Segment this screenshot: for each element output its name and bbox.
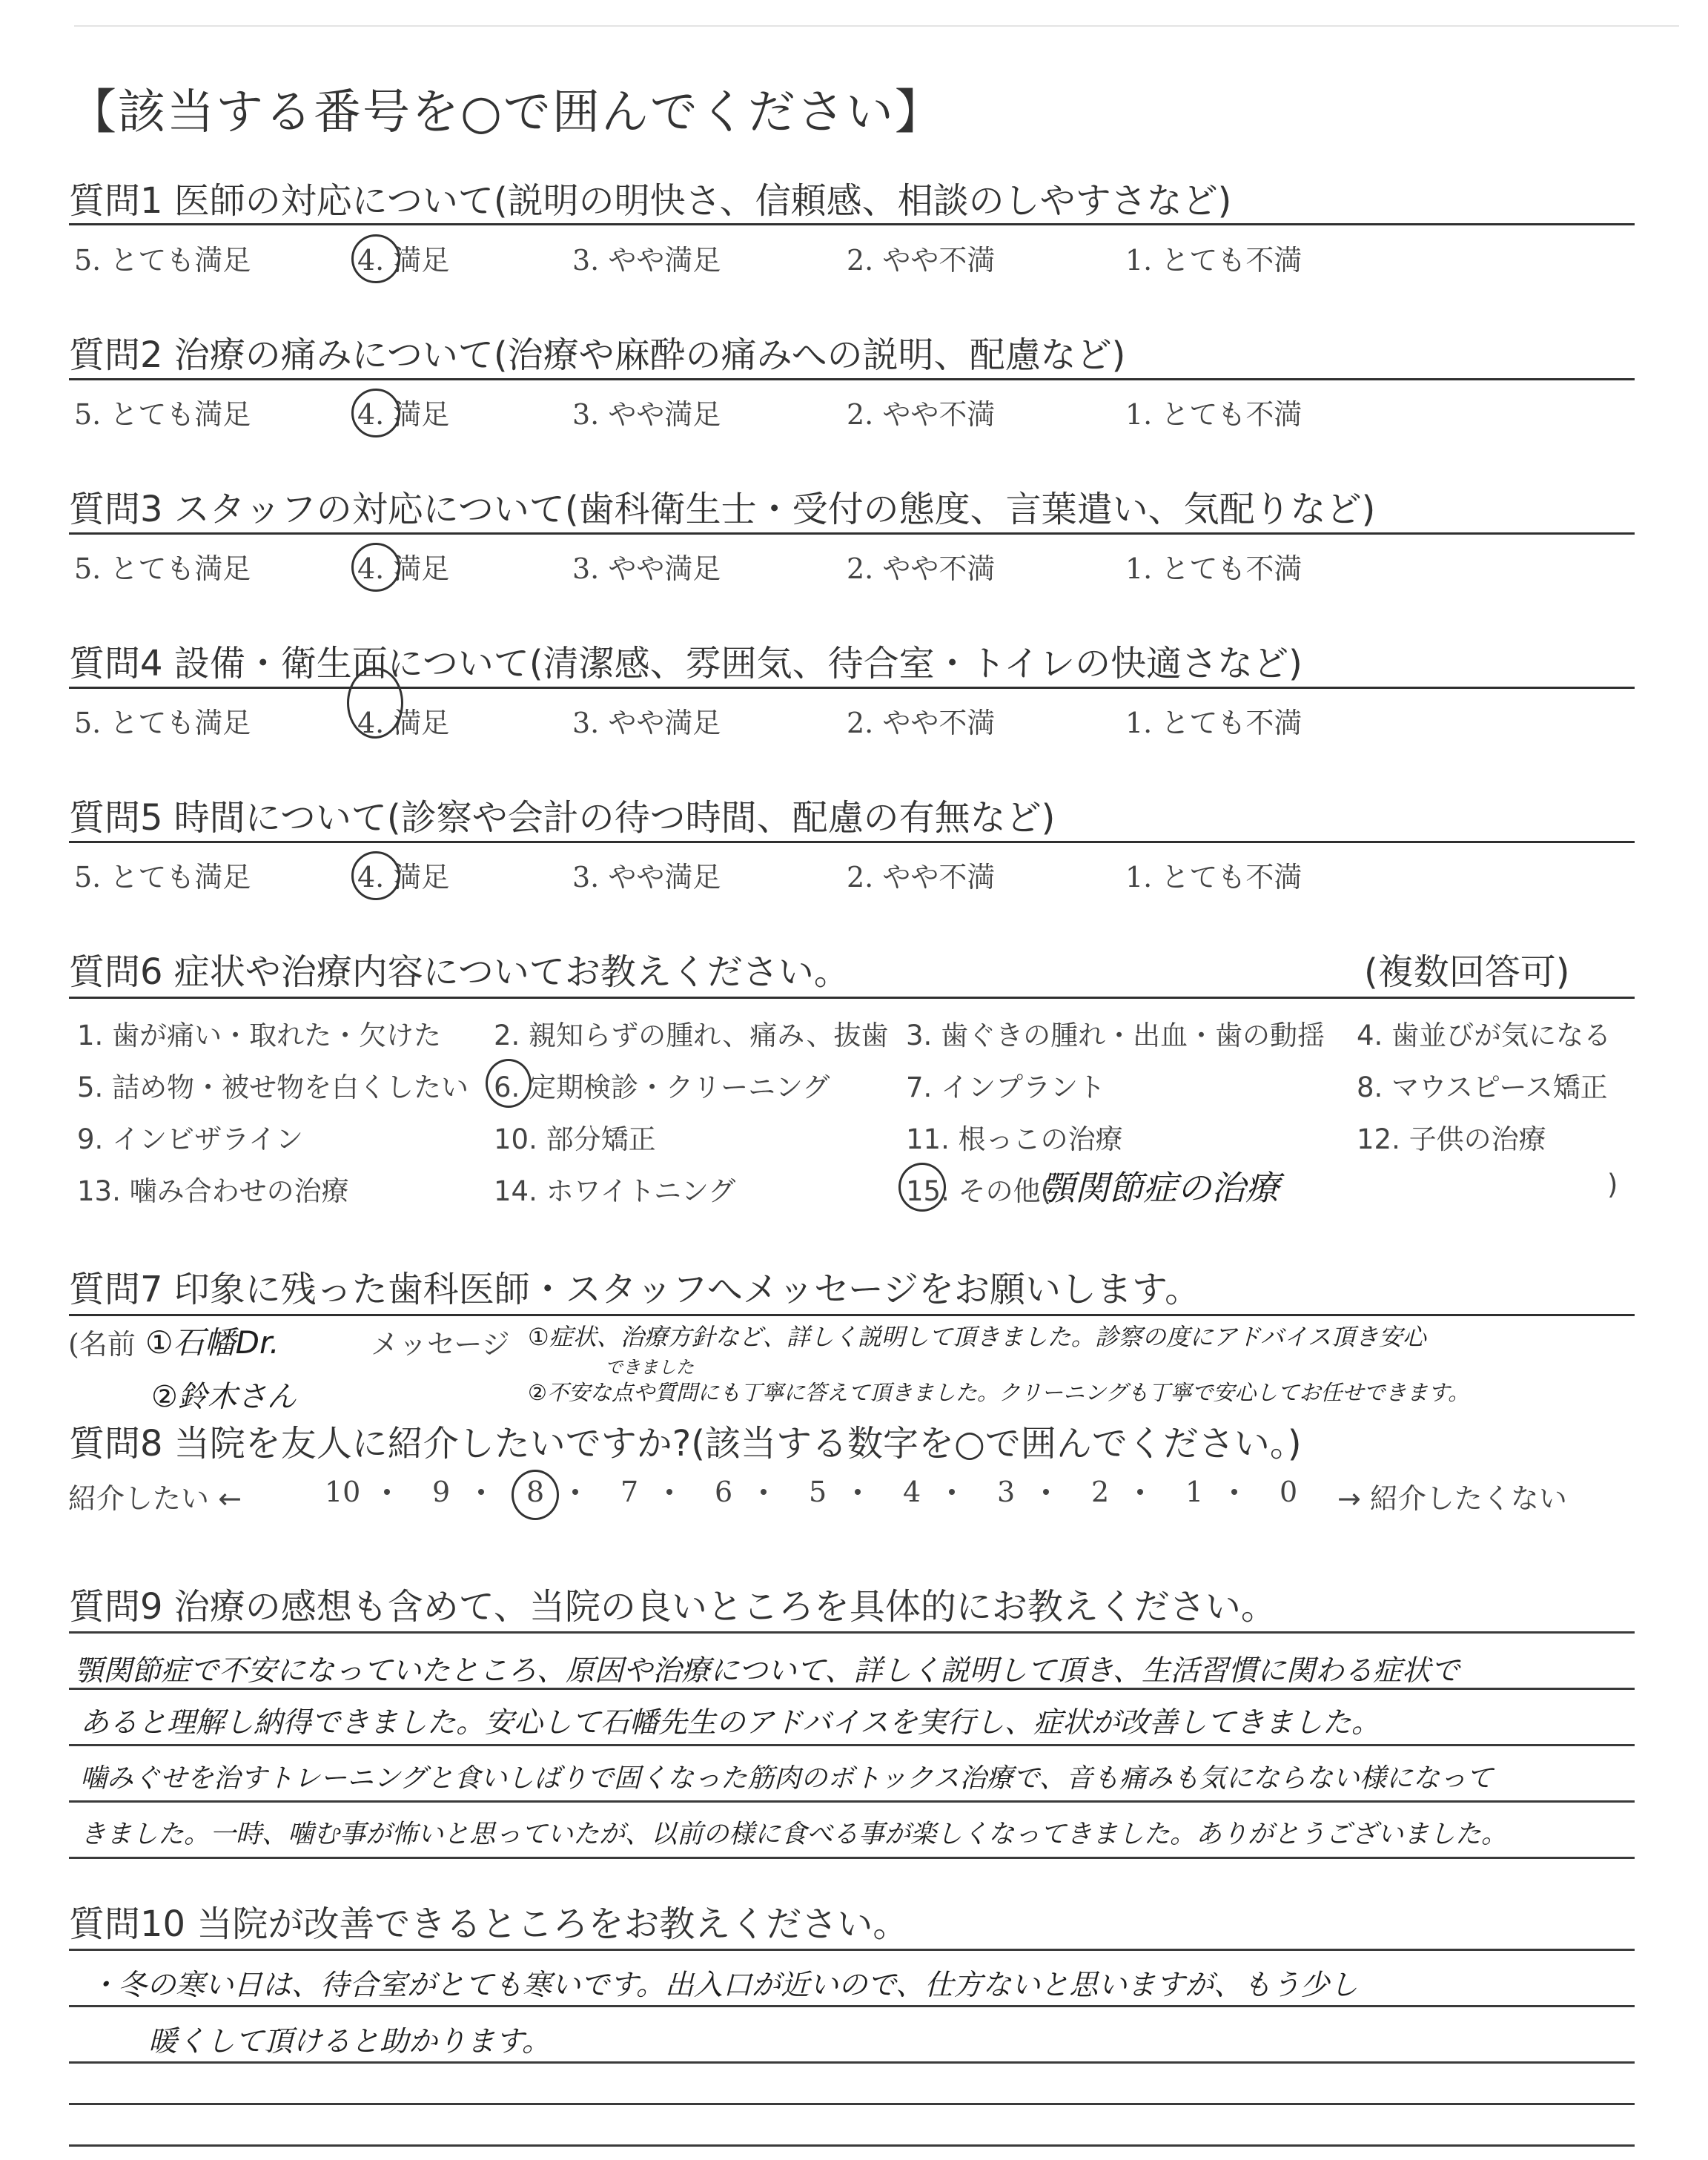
q8-scale-separator	[572, 1489, 578, 1495]
q4-option-2[interactable]: 2. やや不満	[847, 707, 996, 739]
question-2-rule	[69, 378, 1635, 380]
question-8-title: 質問8 当院を友人に紹介したいですか?(該当する数字を○で囲んでください。)	[69, 1423, 1302, 1464]
question-1-rule	[69, 223, 1635, 225]
q5-selected-circle	[351, 851, 400, 900]
q9-answer-line-3: 噛みぐせを治すトレーニングと食いしばりで固くなった筋肉のボトックス治療で、音も痛みも気にならない様になって	[80, 1763, 1493, 1794]
q6-option-14[interactable]: 14. ホワイトニング	[494, 1175, 736, 1207]
q8-scale-separator	[761, 1489, 767, 1495]
q5-option-4[interactable]: 4. 満足	[357, 861, 450, 894]
q3-option-4[interactable]: 4. 満足	[357, 552, 450, 585]
q8-scale-separator	[1043, 1489, 1049, 1495]
q8-left-label: 紹介したい ←	[68, 1482, 242, 1515]
q7-message-label: メッセージ	[371, 1328, 510, 1361]
question-9-title: 質問9 治療の感想も含めて、当院の良いところを具体的にお教えください。	[69, 1586, 1277, 1628]
q6-option-6[interactable]: 6. 定期検診・クリーニング	[494, 1071, 830, 1103]
q2-option-4[interactable]: 4. 満足	[357, 398, 450, 431]
q1-option-1[interactable]: 1. とても不満	[1125, 244, 1302, 277]
q10-write-line-4	[69, 2144, 1635, 2147]
q3-option-3[interactable]: 3. やや満足	[572, 552, 721, 585]
q8-scale-separator	[949, 1489, 955, 1495]
q8-scale-2[interactable]: 2	[1091, 1476, 1110, 1508]
q5-option-3[interactable]: 3. やや満足	[572, 861, 721, 894]
q6-option-11[interactable]: 11. 根っこの治療	[906, 1123, 1123, 1155]
q5-option-1[interactable]: 1. とても不満	[1125, 861, 1302, 894]
q1-option-4[interactable]: 4. 満足	[357, 244, 450, 277]
q6-option-2[interactable]: 2. 親知らずの腫れ、痛み、抜歯	[494, 1020, 889, 1051]
q4-option-3[interactable]: 3. やや満足	[572, 707, 721, 739]
q8-scale-separator	[666, 1489, 672, 1495]
q8-scale-separator	[384, 1489, 390, 1495]
q6-option-3[interactable]: 3. 歯ぐきの腫れ・出血・歯の動揺	[906, 1020, 1325, 1051]
q9-write-line-2	[69, 1744, 1635, 1746]
q6-selected-circle-6	[486, 1059, 532, 1108]
q6-other-handwritten: 顎関節症の治療	[1041, 1168, 1280, 1208]
q1-option-3[interactable]: 3. やや満足	[572, 244, 721, 277]
page-heading: 【該当する番号を○で囲んでください】	[69, 85, 944, 140]
q8-scale-6[interactable]: 6	[715, 1476, 733, 1508]
q5-option-5[interactable]: 5. とても満足	[74, 861, 251, 894]
q6-option-1[interactable]: 1. 歯が痛い・取れた・欠けた	[77, 1020, 442, 1051]
q4-option-4[interactable]: 4. 満足	[357, 707, 450, 739]
q6-option-13[interactable]: 13. 噛み合わせの治療	[77, 1175, 349, 1207]
q3-option-1[interactable]: 1. とても不満	[1125, 552, 1302, 585]
q6-option-5[interactable]: 5. 詰め物・被せ物を白くしたい	[77, 1071, 469, 1103]
q10-answer-line-1: ・冬の寒い日は、待合室がとても寒いです。出入口が近いので、仕方ないと思いますが、もう少し	[89, 1969, 1359, 2002]
q8-scale-separator	[478, 1489, 484, 1495]
q6-selected-circle-15	[898, 1163, 946, 1212]
question-1-title: 質問1 医師の対応について(説明の明快さ、信頼感、相談のしやすさなど)	[69, 180, 1232, 222]
question-2-title: 質問2 治療の痛みについて(治療や麻酔の痛みへの説明、配慮など)	[69, 334, 1126, 376]
question-3-rule	[69, 532, 1635, 535]
q9-write-line-1	[69, 1688, 1635, 1690]
q6-option-10[interactable]: 10. 部分矯正	[494, 1123, 656, 1155]
q10-write-line-3	[69, 2103, 1635, 2105]
q1-option-5[interactable]: 5. とても満足	[74, 244, 251, 277]
question-6-note: (複数回答可)	[1364, 951, 1570, 993]
q8-scale-0[interactable]: 0	[1280, 1476, 1298, 1508]
q8-scale-5[interactable]: 5	[809, 1476, 827, 1508]
question-7-title: 質問7 印象に残った歯科医師・スタッフへメッセージをお願いします。	[69, 1269, 1201, 1310]
question-5-title: 質問5 時間について(診察や会計の待つ時間、配慮の有無など)	[69, 797, 1056, 839]
q2-option-5[interactable]: 5. とても満足	[74, 398, 251, 431]
q9-answer-line-1: 顎関節症で不安になっていたところ、原因や治療について、詳しく説明して頂き、生活習慣に関わる症状で	[74, 1654, 1460, 1688]
q8-scale-separator	[855, 1489, 861, 1495]
q6-option-12[interactable]: 12. 子供の治療	[1357, 1123, 1546, 1155]
question-5-rule	[69, 841, 1635, 843]
q5-option-2[interactable]: 2. やや不満	[847, 861, 996, 894]
q2-selected-circle	[351, 389, 400, 437]
q8-scale-7[interactable]: 7	[620, 1476, 639, 1508]
q8-scale-1[interactable]: 1	[1185, 1476, 1204, 1508]
q8-scale-separator	[1137, 1489, 1143, 1495]
q8-scale-9[interactable]: 9	[432, 1476, 451, 1508]
q9-write-line-4	[69, 1857, 1635, 1859]
q10-rule	[69, 1949, 1635, 1951]
q1-option-2[interactable]: 2. やや不満	[847, 244, 996, 277]
q6-option-15[interactable]: 15. その他(	[906, 1175, 1052, 1207]
question-10-title: 質問10 当院が改善できるところをお教えください。	[69, 1903, 909, 1945]
q6-option-7[interactable]: 7. インプラント	[906, 1071, 1106, 1103]
q8-scale-3[interactable]: 3	[997, 1476, 1016, 1508]
q3-option-2[interactable]: 2. やや不満	[847, 552, 996, 585]
q2-option-2[interactable]: 2. やや不満	[847, 398, 996, 431]
q4-option-1[interactable]: 1. とても不満	[1125, 707, 1302, 739]
question-6-rule	[69, 997, 1635, 999]
q1-selected-circle	[351, 234, 400, 283]
question-4-rule	[69, 687, 1635, 689]
q7-name-label: (名前	[68, 1328, 136, 1361]
q6-option-4[interactable]: 4. 歯並びが気になる	[1357, 1020, 1612, 1051]
q8-scale-10[interactable]: 10	[325, 1476, 361, 1508]
q9-answer-line-4: きました。一時、噛む事が怖いと思っていたが、以前の様に食べる事が楽しくなってきました。ありがとうございました。	[80, 1820, 1508, 1849]
question-6-title: 質問6 症状や治療内容についてお教えください。	[69, 951, 850, 993]
q4-selected-circle	[347, 667, 403, 739]
q6-other-close-paren: )	[1607, 1169, 1618, 1200]
q10-write-line-1	[69, 2005, 1635, 2007]
q6-option-8[interactable]: 8. マウスピース矯正	[1357, 1071, 1608, 1103]
q3-option-5[interactable]: 5. とても満足	[74, 552, 251, 585]
q8-selected-circle	[512, 1470, 559, 1520]
q7-message-2: ②不安な点や質問にも丁寧に答えて頂きました。クリーニングも丁寧で安心してお任せできます。	[528, 1380, 1470, 1405]
q9-answer-line-2: あると理解し納得できました。安心して石幡先生のアドバイスを実行し、症状が改善してきました。	[80, 1706, 1380, 1740]
q8-scale-4[interactable]: 4	[903, 1476, 921, 1508]
q3-selected-circle	[351, 543, 400, 592]
top-border	[74, 25, 1679, 27]
q10-answer-line-2: 暖くして頂けると助かります。	[148, 2025, 551, 2058]
q6-option-9[interactable]: 9. インビザライン	[77, 1123, 303, 1155]
q7-name-1: ①石幡Dr.	[145, 1324, 279, 1361]
question-3-title: 質問3 スタッフの対応について(歯科衛生士・受付の態度、言葉遣い、気配りなど)	[69, 489, 1376, 530]
q4-option-5[interactable]: 5. とても満足	[74, 707, 251, 739]
q8-right-label: → 紹介したくない	[1337, 1482, 1567, 1515]
q2-option-3[interactable]: 3. やや満足	[572, 398, 721, 431]
question-7-rule	[69, 1314, 1635, 1316]
q8-scale-8[interactable]: 8	[526, 1476, 545, 1508]
q7-message-1-continued: できました	[605, 1357, 694, 1378]
q7-message-1: ①症状、治療方針など、詳しく説明して頂きました。診察の度にアドバイス頂き安心	[528, 1323, 1426, 1351]
q8-scale-separator	[1231, 1489, 1237, 1495]
q10-write-line-2	[69, 2061, 1635, 2064]
question-4-title: 質問4 設備・衛生面について(清潔感、雰囲気、待合室・トイレの快適さなど)	[69, 643, 1302, 684]
q9-rule	[69, 1631, 1635, 1634]
q7-name-2: ②鈴木さん	[151, 1380, 297, 1414]
q9-write-line-3	[69, 1800, 1635, 1803]
q2-option-1[interactable]: 1. とても不満	[1125, 398, 1302, 431]
